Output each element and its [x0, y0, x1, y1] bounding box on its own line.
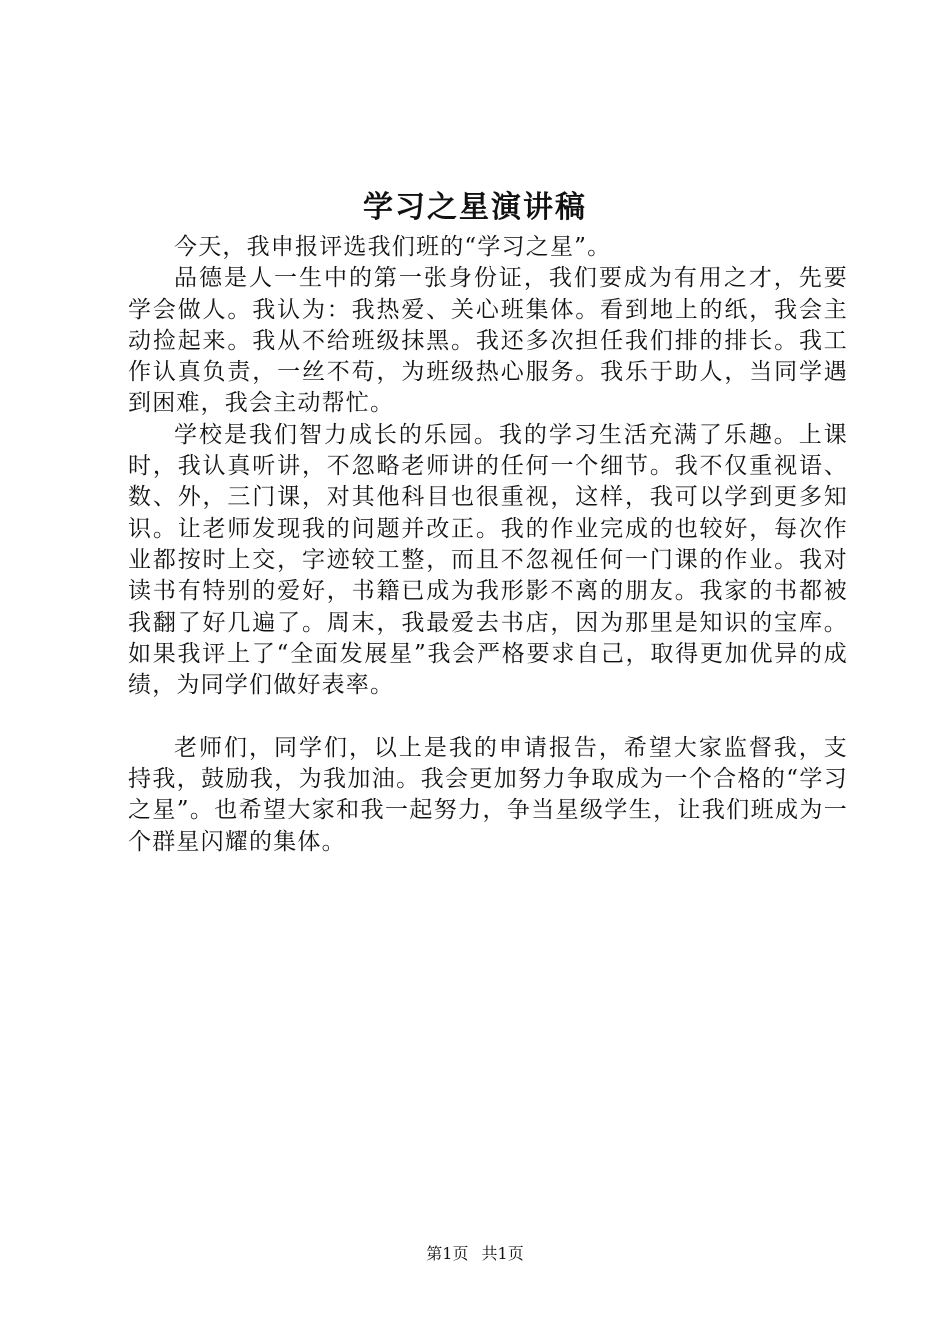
- paragraph-intro: 今天，我申报评选我们班的“学习之星”。: [174, 234, 612, 260]
- paragraph-character: 品德是人一生中的第一张身份证，我们要成为有用之才，先要学会做人。我认为：我热爱、关心班集体。看到地上的纸，我会主动捡起来。我从不给班级抹黑。我还多次担任我们排的排长。我工作认真负责，一丝不苟，为班级热心服务。我乐于助人，当同学遇到困难，我会主动帮忙。: [128, 265, 848, 417]
- paragraph-closing: 老师们，同学们，以上是我的申请报告，希望大家监督我，支持我，鼓励我，为我加油。我会更加努力争取成为一个合格的“学习之星”。也希望大家和我一起努力，争当星级学生，让我们班成为一个群星闪耀的集体。: [128, 734, 848, 855]
- page-number: 第1页: [426, 1244, 469, 1263]
- paragraph-study: 学校是我们智力成长的乐园。我的学习生活充满了乐趣。上课时，我认真听讲，不忽略老师讲的任何一个细节。我不仅重视语、数、外，三门课，对其他科目也很重视，这样，我可以学到更多知识。让老师发现我的问题并改正。我的作业完成的也较好，每次作业都按时上交，字迹较工整，而且不忽视任何一门课的作业。我对读书有特别的爱好，书籍已成为我形影不离的朋友。我家的书都被我翻了好几遍了。周末，我最爱去书店，因为那里是知识的宝库。如果我评上了“全面发展星”我会严格要求自己，取得更加优异的成绩，为同学们做好表率。: [128, 421, 848, 699]
- document-body: [128, 232, 848, 858]
- page-total: 共1页: [481, 1244, 524, 1263]
- page-footer: [0, 1242, 950, 1266]
- document-title: 学习之星演讲稿: [363, 190, 587, 225]
